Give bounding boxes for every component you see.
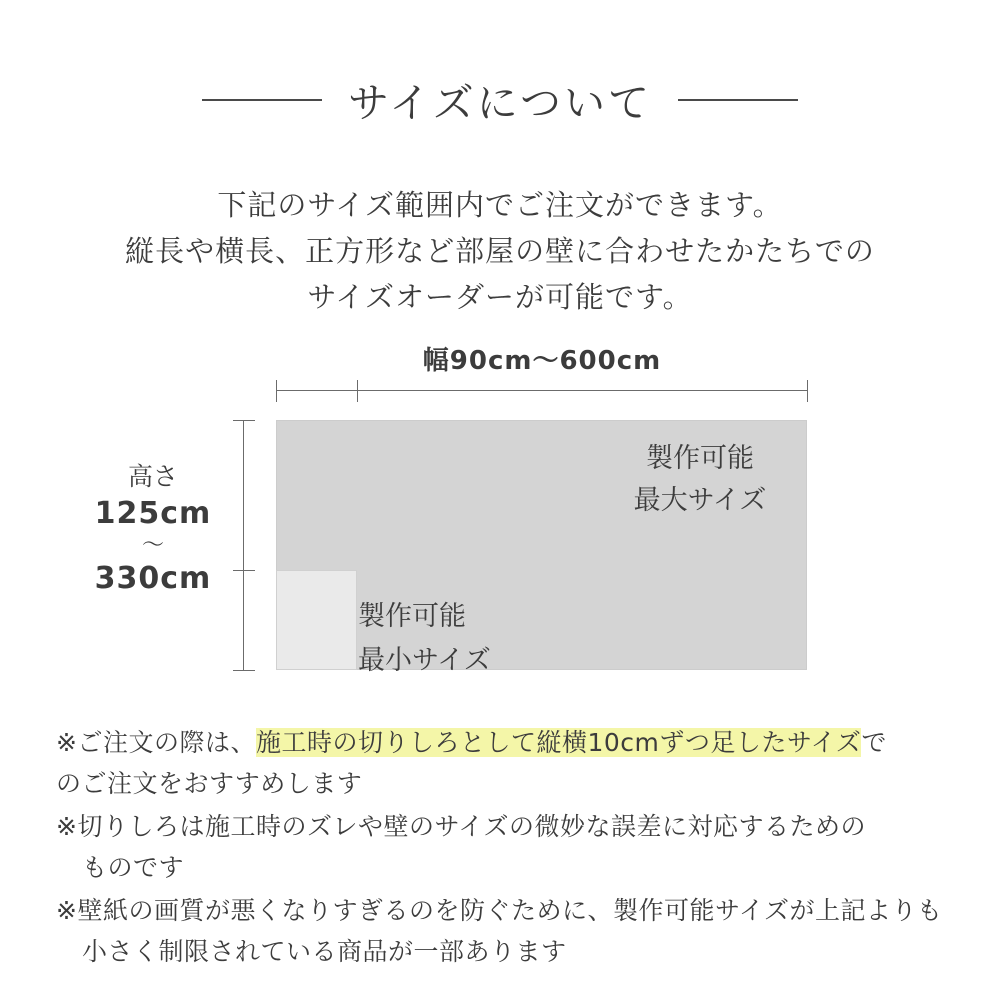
height-label-title: 高さ [127, 462, 178, 491]
note-2-line-1: ※切りしろは施工時のズレや壁のサイズの微妙な誤差に対応するための [56, 812, 866, 841]
notes-list [56, 722, 956, 974]
note-1-text-b: で [861, 728, 887, 757]
min-size-caption-line-1: 製作可能 [358, 601, 466, 632]
lead-line-3: サイズオーダーが可能です。 [307, 280, 693, 314]
max-size-caption [590, 438, 810, 522]
height-dimension-label [78, 458, 228, 597]
note-item-3 [56, 890, 956, 972]
height-dimension-line [243, 420, 244, 670]
height-label-min: 125cm [94, 496, 212, 531]
lead-paragraph [0, 182, 1000, 320]
width-tick-right [807, 380, 808, 402]
height-tick-top [233, 420, 255, 421]
width-tick-min [357, 380, 358, 402]
height-label-max: 330cm [94, 561, 212, 596]
note-1-line-2: のご注文をおすすめします [56, 769, 363, 798]
note-3-line-2: 小さく制限されている商品が一部あります [82, 937, 567, 966]
width-dimension-label: 幅90cm〜600cm [422, 346, 662, 376]
page-title: サイズについて [348, 79, 652, 127]
note-item-2 [56, 806, 956, 888]
title-rule-left [202, 99, 322, 101]
width-dimension-line [276, 390, 808, 391]
min-size-caption [358, 595, 578, 683]
max-size-caption-line-1: 製作可能 [646, 443, 754, 474]
height-label-tilde: 〜 [141, 533, 164, 558]
min-size-rectangle [276, 570, 357, 670]
width-tick-left [276, 380, 277, 402]
lead-line-2: 縦長や横長、正方形など部屋の壁に合わせたかたちでの [125, 234, 875, 268]
height-tick-mid [233, 570, 255, 571]
min-size-caption-line-2: 最小サイズ [358, 645, 491, 676]
size-diagram [0, 330, 1000, 700]
note-1-text-a: ※ご注文の際は、 [56, 728, 256, 757]
note-item-1 [56, 722, 956, 804]
note-3-line-1: ※壁紙の画質が悪くなりすぎるのを防ぐために、製作可能サイズが上記よりも [56, 896, 943, 925]
note-1-highlight: 施工時の切りしろとして縦横10cmずつ足したサイズ [255, 728, 862, 757]
title-rule-right [678, 99, 798, 101]
lead-line-1: 下記のサイズ範囲内でご注文ができます。 [217, 188, 783, 222]
page-title-row [0, 70, 1000, 129]
height-tick-bottom [233, 670, 255, 671]
max-size-caption-line-2: 最大サイズ [633, 485, 767, 516]
note-2-line-2: ものです [82, 853, 185, 882]
note-1-line-1 [56, 722, 956, 763]
